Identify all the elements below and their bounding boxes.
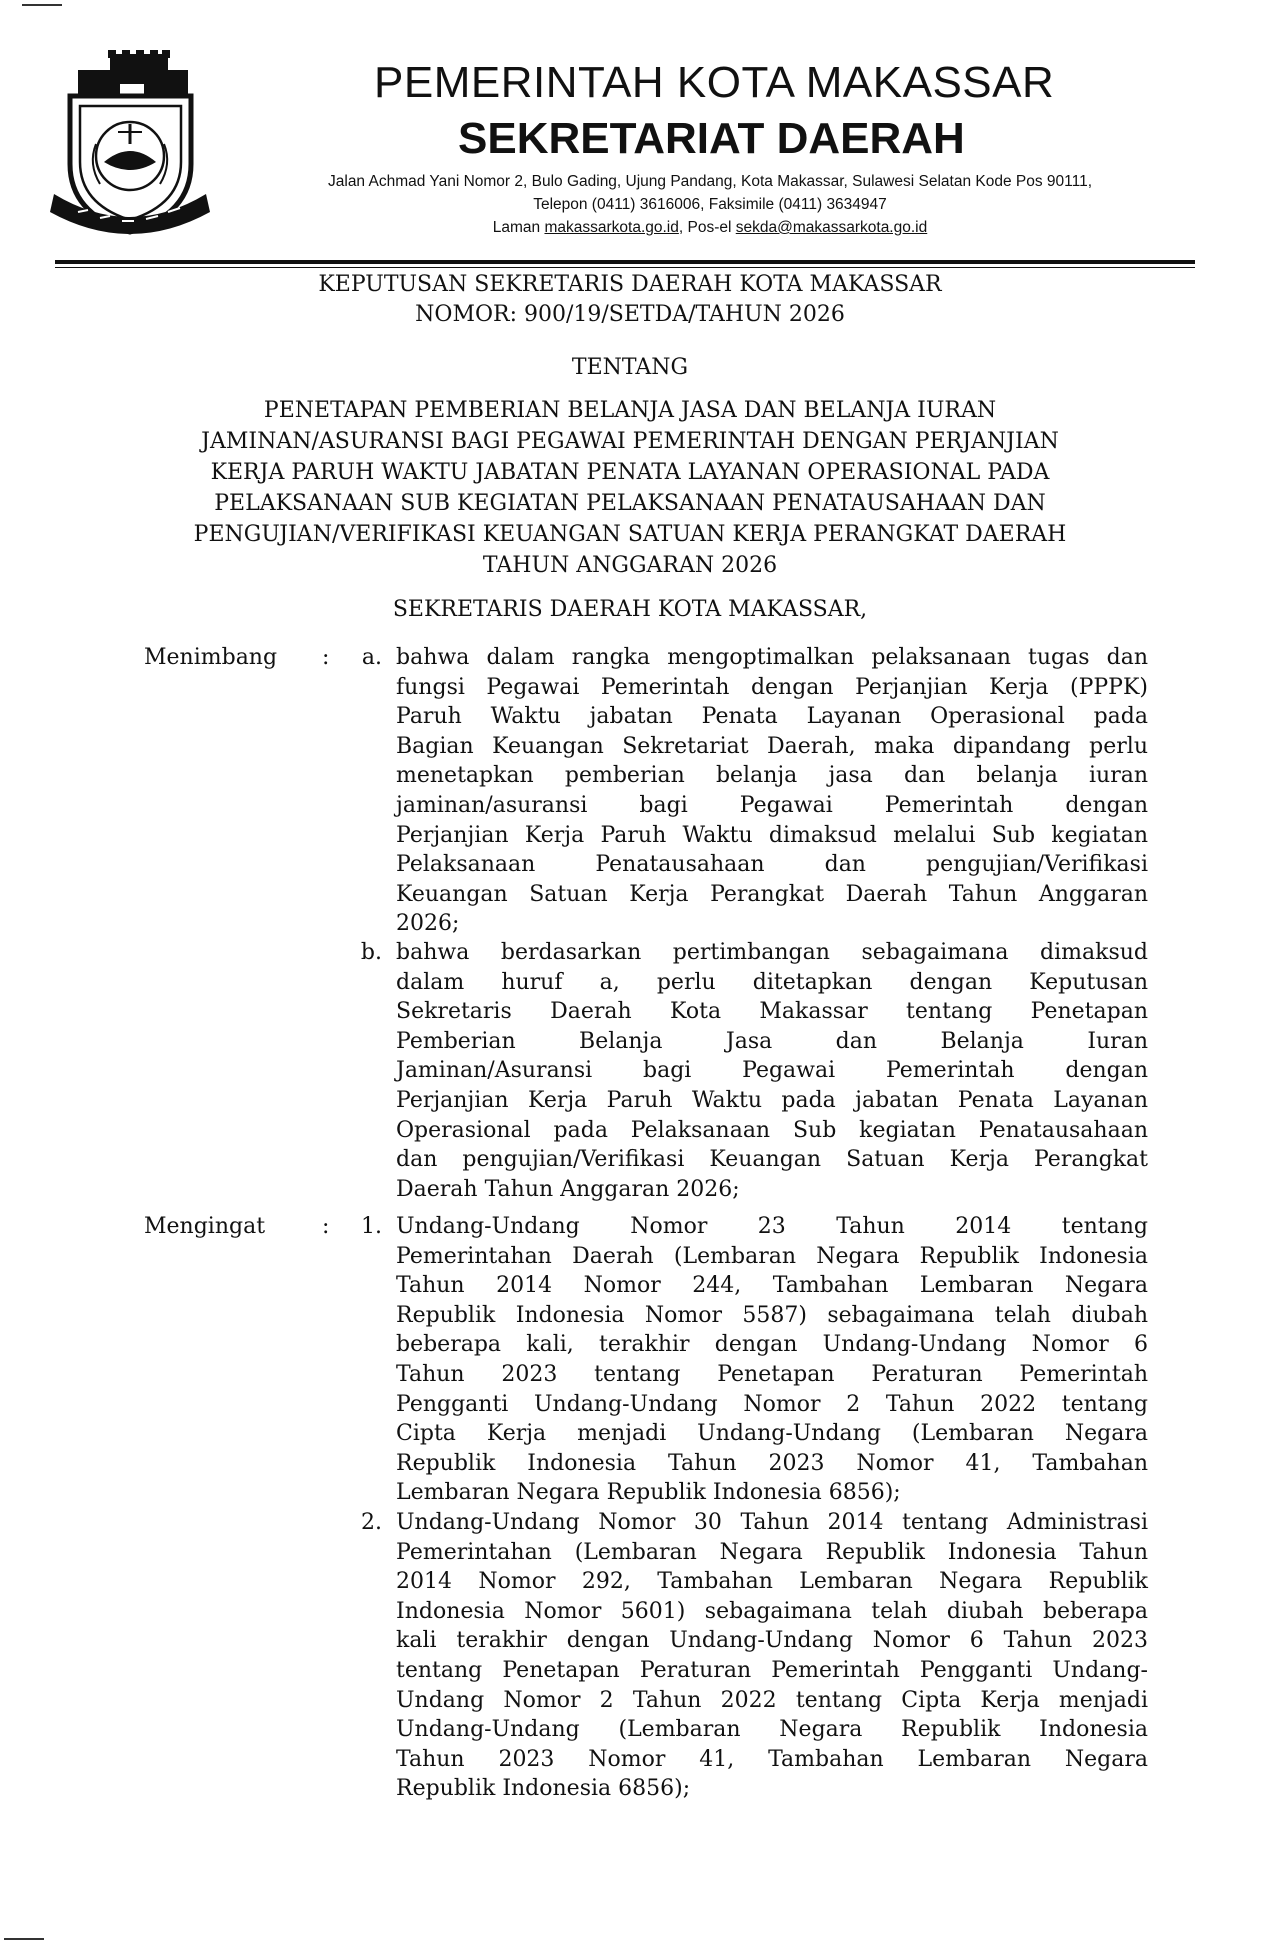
text-line: Tahun 2023 Nomor 41, Tambahan Lembaran Negara bbox=[396, 1746, 1148, 1772]
government-name: PEMERINTAH KOTA MAKASSAR bbox=[374, 58, 1055, 107]
contact-line bbox=[230, 219, 1190, 237]
text-line: Keuangan Satuan Kerja Perangkat Daerah Tahun Anggaran bbox=[396, 881, 1148, 907]
text-line: Republik Indonesia 6856); bbox=[396, 1776, 691, 1802]
subject-line: PELAKSANAAN SUB KEGIATAN PELAKSANAAN PENATAUSAHAAN DAN bbox=[214, 491, 1046, 516]
text-line: Jaminan/Asuransi bagi Pegawai Pemerintah dengan bbox=[396, 1058, 1148, 1084]
text-line: Republik Indonesia Nomor 5587) sebagaimana telah diubah bbox=[396, 1302, 1148, 1328]
letterhead-divider-thin bbox=[55, 267, 1195, 268]
text-line: Pemberian Belanja Jasa dan Belanja Iuran bbox=[396, 1028, 1148, 1054]
menimbang-colon: : bbox=[322, 645, 330, 670]
text-line: Tahun 2014 Nomor 244, Tambahan Lembaran Negara bbox=[396, 1273, 1148, 1299]
item-marker: 1. bbox=[361, 1214, 382, 1239]
menimbang-item-a bbox=[396, 643, 1148, 939]
phone-fax-line: Telepon (0411) 3616006, Faksimile (0411) 3634947 bbox=[533, 196, 887, 213]
text-line: Perjanjian Kerja Paruh Waktu pada jabatan Penata Layanan bbox=[396, 1087, 1148, 1113]
mengingat-label: Mengingat bbox=[144, 1214, 266, 1239]
subject-line: TAHUN ANGGARAN 2026 bbox=[482, 553, 778, 578]
mengingat-item-1 bbox=[396, 1212, 1148, 1508]
text-line: Pemerintahan Daerah (Lembaran Negara Republik Indonesia bbox=[396, 1243, 1148, 1269]
text-line: Paruh Waktu jabatan Penata Layanan Operasional pada bbox=[396, 704, 1148, 730]
text-line: Pelaksanaan Penatausahaan dan pengujian/Verifikasi bbox=[396, 852, 1148, 878]
makassar-city-seal-icon bbox=[48, 44, 213, 249]
text-line: Republik Indonesia Tahun 2023 Nomor 41, Tambahan bbox=[396, 1450, 1148, 1476]
decree-title: KEPUTUSAN SEKRETARIS DAERAH KOTA MAKASSAR bbox=[318, 272, 942, 297]
text-line: dan pengujian/Verifikasi Keuangan Satuan Kerja Perangkat bbox=[396, 1147, 1148, 1173]
text-line: Operasional pada Pelaksanaan Sub kegiatan Penatausahaan bbox=[396, 1117, 1148, 1143]
menimbang-label: Menimbang bbox=[144, 645, 278, 670]
text-line: menetapkan pemberian belanja jasa dan belanja iuran bbox=[396, 763, 1148, 789]
subject-line: KERJA PARUH WAKTU JABATAN PENATA LAYANAN OPERASIONAL PADA bbox=[210, 460, 1050, 485]
subject-line: PENGUJIAN/VERIFIKASI KEUANGAN SATUAN KERJA PERANGKAT DAERAH bbox=[193, 522, 1067, 547]
decree-about: TENTANG bbox=[571, 355, 689, 380]
mengingat-item-2 bbox=[396, 1508, 1148, 1804]
item-marker: 2. bbox=[361, 1510, 382, 1535]
text-line: bahwa dalam rangka mengoptimalkan pelaksanaan tugas dan bbox=[396, 645, 1148, 670]
website-label: Laman bbox=[492, 219, 545, 236]
decree-subject bbox=[60, 395, 1200, 581]
email-label: , Pos-el bbox=[678, 219, 736, 236]
text-line: bahwa berdasarkan pertimbangan sebagaimana dimaksud bbox=[396, 940, 1148, 965]
text-line: dalam huruf a, perlu ditetapkan dengan Keputusan bbox=[396, 969, 1148, 995]
text-line: tentang Penetapan Peraturan Pemerintah Pengganti Undang- bbox=[396, 1657, 1148, 1683]
text-line: 2026; bbox=[396, 911, 460, 937]
text-line: Undang-Undang Nomor 23 Tahun 2014 tentang bbox=[396, 1214, 1148, 1239]
text-line: 2014 Nomor 292, Tambahan Lembaran Negara Republik bbox=[396, 1569, 1148, 1595]
text-line: Sekretaris Daerah Kota Makassar tentang Penetapan bbox=[396, 999, 1148, 1025]
text-line: Pemerintahan (Lembaran Negara Republik Indonesia Tahun bbox=[396, 1539, 1148, 1565]
letterhead-divider bbox=[55, 260, 1195, 264]
text-line: Undang Nomor 2 Tahun 2022 tentang Cipta Kerja menjadi bbox=[396, 1687, 1148, 1713]
text-line: Bagian Keuangan Sekretariat Daerah, maka dipandang perlu bbox=[396, 733, 1148, 759]
decree-number: NOMOR: 900/19/SETDA/TAHUN 2026 bbox=[415, 302, 845, 327]
subject-line: PENETAPAN PEMBERIAN BELANJA JASA DAN BELANJA IURAN bbox=[263, 398, 997, 423]
text-line: Undang-Undang (Lembaran Negara Republik Indonesia bbox=[396, 1717, 1148, 1743]
office-name: SEKRETARIAT DAERAH bbox=[458, 114, 965, 163]
text-line: Indonesia Nomor 5601) sebagaimana telah diubah beberapa bbox=[396, 1598, 1148, 1624]
text-line: Cipta Kerja menjadi Undang-Undang (Lembaran Negara bbox=[396, 1421, 1148, 1447]
email-link[interactable]: sekda@makassarkota.go.id bbox=[735, 219, 928, 236]
text-line: Tahun 2023 tentang Penetapan Peraturan Pemerintah bbox=[396, 1361, 1148, 1387]
scan-mark-bottom bbox=[4, 1938, 44, 1940]
text-line: Perjanjian Kerja Paruh Waktu dimaksud melalui Sub kegiatan bbox=[396, 822, 1148, 848]
mengingat-colon: : bbox=[322, 1214, 330, 1239]
address-line: Jalan Achmad Yani Nomor 2, Bulo Gading, Ujung Pandang, Kota Makassar, Sulawesi Selatan Kode Pos 90111, bbox=[328, 173, 1092, 190]
item-marker: a. bbox=[361, 645, 382, 670]
website-link[interactable]: makassarkota.go.id bbox=[544, 219, 679, 236]
text-line: jaminan/asuransi bagi Pegawai Pemerintah dengan bbox=[396, 792, 1148, 818]
text-line: Daerah Tahun Anggaran 2026; bbox=[396, 1176, 740, 1202]
text-line: kali terakhir dengan Undang-Undang Nomor 6 Tahun 2023 bbox=[396, 1628, 1148, 1654]
subject-line: JAMINAN/ASURANSI BAGI PEGAWAI PEMERINTAH DENGAN PERJANJIAN bbox=[201, 429, 1059, 454]
issuing-official: SEKRETARIS DAERAH KOTA MAKASSAR, bbox=[392, 597, 868, 622]
menimbang-item-b bbox=[396, 938, 1148, 1204]
text-line: Lembaran Negara Republik Indonesia 6856); bbox=[396, 1480, 901, 1506]
text-line: fungsi Pegawai Pemerintah dengan Perjanjian Kerja (PPPK) bbox=[396, 674, 1148, 700]
text-line: beberapa kali, terakhir dengan Undang-Undang Nomor 6 bbox=[396, 1332, 1148, 1358]
item-marker: b. bbox=[360, 940, 382, 965]
scan-mark-top bbox=[22, 4, 62, 6]
text-line: Pengganti Undang-Undang Nomor 2 Tahun 2022 tentang bbox=[396, 1391, 1148, 1417]
text-line: Undang-Undang Nomor 30 Tahun 2014 tentang Administrasi bbox=[396, 1510, 1148, 1535]
